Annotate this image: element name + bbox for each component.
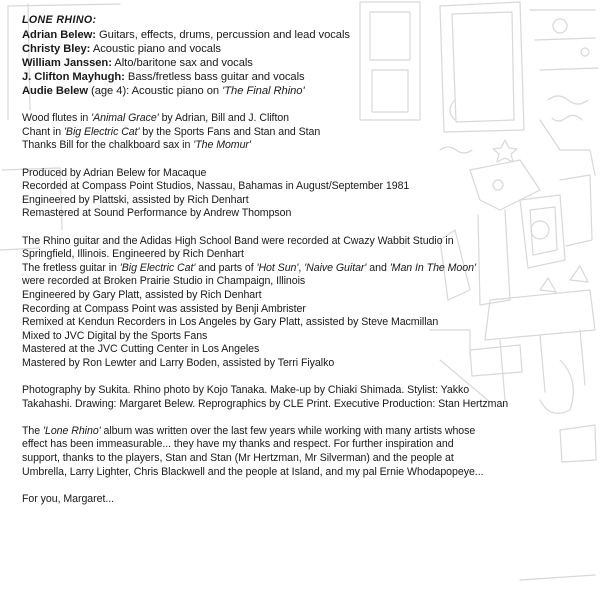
thanks-line: effect has been immeasurable... they have my thanks and respect. For further inspiration and [22, 438, 454, 451]
credit-line [22, 42, 582, 56]
text-segment: Wood flutes in [22, 112, 92, 125]
liner-notes [22, 14, 582, 506]
text-segment: album was written over the last few years while working with many artists whose [100, 424, 476, 437]
album-title: LONE RHINO: [22, 14, 97, 26]
photo-line: Takahashi. Drawing: Margaret Belew. Reprographics by CLE Print. Executive Production: Stan Hertzman [22, 397, 509, 410]
text-segment: by Adrian, Bill and J. Clifton [158, 112, 290, 125]
song-title: 'The Momur' [193, 139, 251, 152]
text-segment: The fretless guitar in [22, 261, 120, 274]
credit-line [22, 70, 582, 84]
band-credits [22, 28, 582, 99]
guest-line [22, 139, 582, 153]
recording-credits [22, 235, 582, 371]
thanks-paragraph [22, 425, 582, 479]
thanks-line [22, 425, 582, 439]
photo-line: Photography by Sukita. Rhino photo by Kojo Tanaka. Make-up by Chiaki Shimada. Stylist: Yakko [22, 384, 470, 397]
credit-role: Bass/fretless bass guitar and vocals [124, 71, 305, 84]
song-title: 'Hot Sun' [256, 261, 299, 274]
recording-line: Engineered by Gary Platt, assisted by Rich Denhart [22, 288, 262, 301]
album-title-ref: 'Lone Rhino' [43, 424, 101, 437]
credit-name: J. Clifton Mayhugh: [22, 71, 125, 84]
credit-line [22, 84, 582, 98]
recording-line: Remixed at Kendun Recorders in Los Angeles by Gary Platt, assisted by Steve Macmillan [22, 316, 439, 329]
text-segment: and [366, 261, 390, 274]
production-credits [22, 167, 582, 221]
credit-name: Christy Bley: [22, 42, 91, 55]
text-segment: The [22, 424, 43, 437]
dedication: For you, Margaret... [22, 492, 115, 505]
text-segment: , [298, 261, 305, 274]
thanks-line: support, thanks to the players, Stan and Stan (Mr Hertzman, Mr Silverman) and the people at [22, 452, 454, 465]
song-title: 'Man In The Moon' [389, 261, 476, 274]
text-segment: Chant in [22, 125, 64, 138]
recording-line: Mastered at the JVC Cutting Center in Los Angeles [22, 343, 260, 356]
spacer [22, 99, 582, 113]
credit-role: (age 4): Acoustic piano on [87, 85, 223, 98]
recording-line: were recorded at Broken Prairie Studio in Champaign, Illinois [22, 275, 306, 288]
credit-name: Audie Belew [22, 85, 88, 98]
song-title: 'The Final Rhino' [222, 85, 305, 98]
text-segment: by the Sports Fans and Stan and Stan [139, 125, 321, 138]
spacer [22, 221, 582, 235]
credit-name: Adrian Belew: [22, 28, 96, 41]
guest-line [22, 112, 582, 126]
production-line: Produced by Adrian Belew for Macaque [22, 166, 207, 179]
song-title: 'Big Electric Cat' [119, 261, 196, 274]
production-line: Remastered at Sound Performance by Andrew Thompson [22, 207, 292, 220]
credit-line [22, 28, 582, 42]
song-title: 'Naive Guitar' [304, 261, 367, 274]
credit-line [22, 56, 582, 70]
credit-name: William Janssen: [22, 57, 112, 69]
recording-line: Recording at Compass Point was assisted by Benji Ambrister [22, 302, 306, 315]
spacer [22, 411, 582, 425]
spacer [22, 153, 582, 167]
text-segment: and parts of [195, 261, 257, 274]
spacer [22, 479, 582, 493]
production-line: Engineered by Plattski, assisted by Rich Denhart [22, 193, 249, 206]
production-line: Recorded at Compass Point Studios, Nassau, Bahamas in August/September 1981 [22, 180, 410, 193]
photo-credits [22, 384, 582, 411]
text-segment: Thanks Bill for the chalkboard sax in [22, 139, 194, 152]
song-title: 'Big Electric Cat' [63, 125, 140, 138]
guest-credits [22, 112, 582, 153]
credit-role: Acoustic piano and vocals [90, 42, 221, 55]
credit-role: Alto/baritone sax and vocals [111, 57, 253, 69]
recording-line: Mixed to JVC Digital by the Sports Fans [22, 329, 208, 342]
recording-line: The Rhino guitar and the Adidas High School Band were recorded at Cwazy Wabbit Studio in [22, 234, 454, 247]
recording-line: Springfield, Illinois. Engineered by Rich Denhart [22, 248, 244, 261]
recording-line [22, 262, 582, 276]
recording-line: Mastered by Ron Lewter and Larry Boden, assisted by Terri Fiyalko [22, 356, 335, 369]
song-title: 'Animal Grace' [91, 112, 159, 125]
thanks-line: Umbrella, Larry Lighter, Chris Blackwell and the people at Island, and my pal Ernie Whodapopeye... [22, 465, 484, 478]
credit-role: Guitars, effects, drums, percussion and lead vocals [95, 28, 350, 41]
guest-line [22, 126, 582, 140]
spacer [22, 370, 582, 384]
